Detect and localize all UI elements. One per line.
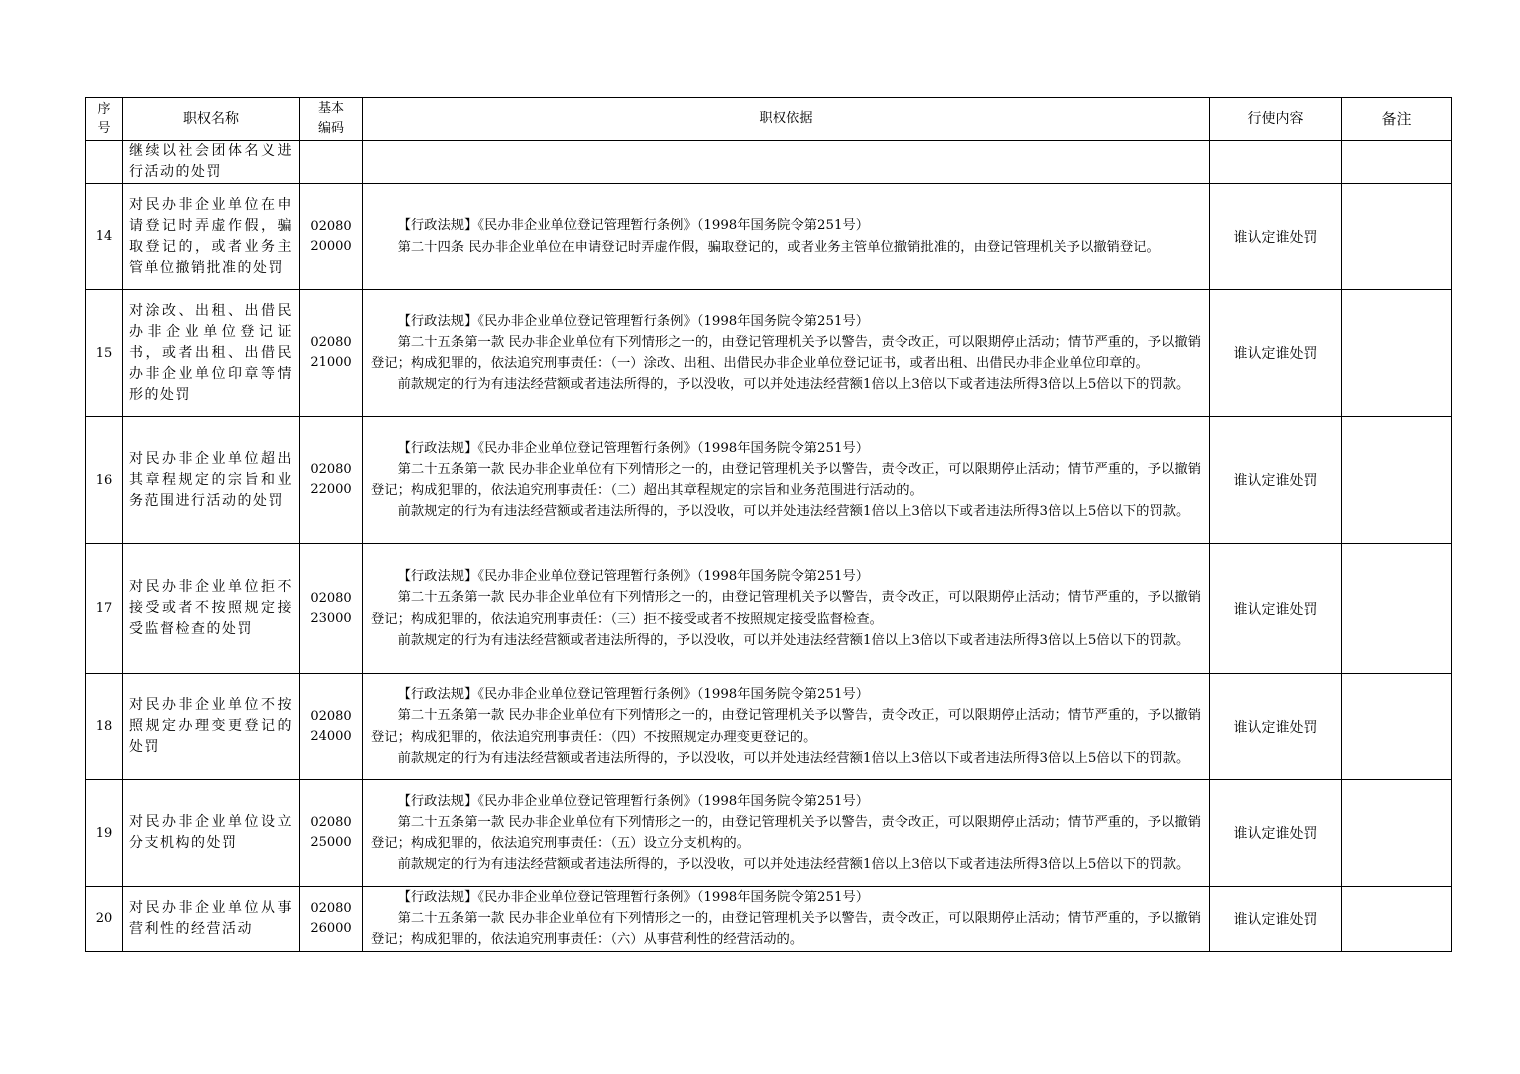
cell-exec xyxy=(1210,184,1342,290)
cell-note xyxy=(1342,674,1452,780)
cell-no xyxy=(86,417,123,544)
cell-no-text: 18 xyxy=(95,719,113,734)
cell-name xyxy=(123,887,300,952)
cell-no xyxy=(86,141,123,184)
cell-name-text: 对民办非企业单位在申请登记时弄虚作假，骗取登记的，或者业务主管单位撤销批准的处罚 xyxy=(129,196,293,276)
basis-paragraph: 【行政法规】《民办非企业单位登记管理暂行条例》（1998年国务院令第251号） xyxy=(397,440,870,456)
cell-exec-text: 谁认定谁处罚 xyxy=(1233,826,1318,842)
table-row xyxy=(86,184,1452,290)
cell-basis xyxy=(363,184,1210,290)
cell-name-text: 对民办非企业单位从事营利性的经营活动 xyxy=(129,899,293,937)
cell-code xyxy=(300,290,363,417)
cell-no xyxy=(86,184,123,290)
basis-paragraph: 【行政法规】《民办非企业单位登记管理暂行条例》（1998年国务院令第251号） xyxy=(397,569,870,585)
cell-no-text: 19 xyxy=(95,825,113,841)
cell-basis xyxy=(363,674,1210,780)
basis-paragraph: 前款规定的行为有违法经营额或者违法所得的，予以没收，可以并处违法经营额1倍以上3倍以下或者违法所得3倍以上5倍以下的罚款。 xyxy=(397,857,1190,873)
basis-paragraph: 第二十五条第一款 民办非企业单位有下列情形之一的，由登记管理机关予以警告，责令改正，可以限期停止活动；情节严重的，予以撤销登记；构成犯罪的，依法追究刑事责任：（一）涂改、出租、出借民办非企业单位登记证书，或者出租、出借民办非企业单位印章的。 xyxy=(371,334,1201,371)
power-list-table xyxy=(85,97,1452,952)
basis-paragraph: 【行政法规】《民办非企业单位登记管理暂行条例》（1998年国务院令第251号） xyxy=(397,793,870,809)
basis-paragraph: 第二十五条第一款 民办非企业单位有下列情形之一的，由登记管理机关予以警告，责令改正，可以限期停止活动；情节严重的，予以撤销登记；构成犯罪的，依法追究刑事责任：（四）不按照规定办理变更登记的。 xyxy=(371,708,1201,745)
cell-note xyxy=(1342,544,1452,674)
cell-name xyxy=(123,544,300,674)
cell-basis xyxy=(363,887,1210,952)
cell-no xyxy=(86,887,123,952)
cell-code-text: 02080 25000 xyxy=(310,815,352,850)
cell-no-text: 20 xyxy=(95,911,113,927)
cell-code xyxy=(300,544,363,674)
cell-name-text: 继续以社会团体名义进行活动的处罚 xyxy=(129,143,293,180)
cell-exec-text: 谁认定谁处罚 xyxy=(1233,473,1318,489)
cell-basis xyxy=(363,141,1210,184)
cell-exec xyxy=(1210,290,1342,417)
cell-basis xyxy=(363,544,1210,674)
cell-code-text: 02080 26000 xyxy=(310,900,352,936)
cell-code-text: 02080 22000 xyxy=(310,462,352,497)
basis-paragraph: 前款规定的行为有违法经营额或者违法所得的，予以没收，可以并处违法经营额1倍以上3倍以下或者违法所得3倍以上5倍以下的罚款。 xyxy=(397,750,1190,766)
table-header-row xyxy=(86,98,1452,141)
header-code xyxy=(300,98,363,141)
basis-paragraph: 第二十四条 民办非企业单位在申请登记时弄虚作假，骗取登记的，或者业务主管单位撤销批准的，由登记管理机关予以撤销登记。 xyxy=(397,239,1160,255)
cell-exec-text: 谁认定谁处罚 xyxy=(1233,911,1318,928)
cell-no xyxy=(86,544,123,674)
table-row xyxy=(86,674,1452,780)
cell-name xyxy=(123,417,300,544)
header-note-label: 备注 xyxy=(1381,109,1412,128)
header-note xyxy=(1342,98,1452,141)
cell-exec xyxy=(1210,780,1342,887)
cell-no xyxy=(86,290,123,417)
cell-exec xyxy=(1210,417,1342,544)
header-exec-label: 行使内容 xyxy=(1247,110,1304,127)
header-basis xyxy=(363,98,1210,141)
cell-exec-text: 谁认定谁处罚 xyxy=(1233,346,1318,362)
cell-basis xyxy=(363,290,1210,417)
table-row xyxy=(86,417,1452,544)
header-basis-label: 职权依据 xyxy=(759,111,813,127)
cell-exec xyxy=(1210,141,1342,184)
table-row xyxy=(86,780,1452,887)
cell-name-text: 对涂改、出租、出借民办非企业单位登记证书，或者出租、出借民办非企业单位印章等情形的处罚 xyxy=(129,302,293,403)
table-row xyxy=(86,290,1452,417)
cell-name-text: 对民办非企业单位设立分支机构的处罚 xyxy=(129,814,293,851)
table-body xyxy=(86,141,1452,952)
cell-no-text: 14 xyxy=(95,229,113,244)
cell-note xyxy=(1342,141,1452,184)
cell-name xyxy=(123,141,300,184)
cell-code xyxy=(300,780,363,887)
cell-name-text: 对民办非企业单位拒不接受或者不按照规定接受监督检查的处罚 xyxy=(129,579,293,637)
cell-basis xyxy=(363,780,1210,887)
cell-note xyxy=(1342,290,1452,417)
cell-exec-text: 谁认定谁处罚 xyxy=(1233,229,1318,246)
cell-name xyxy=(123,290,300,417)
basis-paragraph: 【行政法规】《民办非企业单位登记管理暂行条例》（1998年国务院令第251号） xyxy=(397,218,870,234)
cell-code xyxy=(300,887,363,952)
table-row-continuation xyxy=(86,141,1452,184)
cell-exec xyxy=(1210,887,1342,952)
header-name-label: 职权名称 xyxy=(183,110,239,127)
cell-note xyxy=(1342,780,1452,887)
cell-no-text: 16 xyxy=(95,472,113,488)
header-exec xyxy=(1210,98,1342,141)
cell-no xyxy=(86,780,123,887)
cell-code-text: 02080 24000 xyxy=(310,708,352,744)
cell-no-text: 15 xyxy=(95,345,113,361)
cell-code-text: 02080 21000 xyxy=(310,335,352,370)
cell-code xyxy=(300,417,363,544)
basis-paragraph: 【行政法规】《民办非企业单位登记管理暂行条例》（1998年国务院令第251号） xyxy=(397,313,870,329)
cell-note xyxy=(1342,887,1452,952)
cell-no-text: 17 xyxy=(95,601,113,616)
cell-code xyxy=(300,184,363,290)
basis-paragraph: 前款规定的行为有违法经营额或者违法所得的，予以没收，可以并处违法经营额1倍以上3倍以下或者违法所得3倍以上5倍以下的罚款。 xyxy=(397,632,1190,648)
header-code-label: 基本 编码 xyxy=(317,101,344,136)
cell-exec-text: 谁认定谁处罚 xyxy=(1233,601,1318,618)
cell-name-text: 对民办非企业单位不按照规定办理变更登记的处罚 xyxy=(129,697,293,755)
basis-paragraph: 第二十五条第一款 民办非企业单位有下列情形之一的，由登记管理机关予以警告，责令改正，可以限期停止活动；情节严重的，予以撤销登记；构成犯罪的，依法追究刑事责任：（三）拒不接受或者不按照规定接受监督检查。 xyxy=(371,590,1201,627)
cell-code xyxy=(300,141,363,184)
basis-paragraph: 前款规定的行为有违法经营额或者违法所得的，予以没收，可以并处违法经营额1倍以上3倍以下或者违法所得3倍以上5倍以下的罚款。 xyxy=(397,377,1190,393)
cell-code-text: 02080 23000 xyxy=(310,590,352,626)
cell-name xyxy=(123,780,300,887)
cell-exec xyxy=(1210,674,1342,780)
cell-no xyxy=(86,674,123,780)
table-row xyxy=(86,544,1452,674)
basis-paragraph: 第二十五条第一款 民办非企业单位有下列情形之一的，由登记管理机关予以警告，责令改正，可以限期停止活动；情节严重的，予以撤销登记；构成犯罪的，依法追究刑事责任：（五）设立分支机构的。 xyxy=(371,814,1201,851)
basis-paragraph: 【行政法规】《民办非企业单位登记管理暂行条例》（1998年国务院令第251号） xyxy=(397,687,870,703)
header-name xyxy=(123,98,300,141)
table-row xyxy=(86,887,1452,952)
basis-paragraph: 前款规定的行为有违法经营额或者违法所得的，予以没收，可以并处违法经营额1倍以上3倍以下或者违法所得3倍以上5倍以下的罚款。 xyxy=(397,504,1190,520)
cell-name-text: 对民办非企业单位超出其章程规定的宗旨和业务范围进行活动的处罚 xyxy=(129,450,293,509)
header-no xyxy=(86,98,123,141)
basis-paragraph: 第二十五条第一款 民办非企业单位有下列情形之一的，由登记管理机关予以警告，责令改正，可以限期停止活动；情节严重的，予以撤销登记；构成犯罪的，依法追究刑事责任：（二）超出其章程规定的宗旨和业务范围进行活动的。 xyxy=(371,461,1201,498)
header-no-label: 序 号 xyxy=(97,102,111,136)
cell-note xyxy=(1342,417,1452,544)
cell-note xyxy=(1342,184,1452,290)
cell-basis xyxy=(363,417,1210,544)
cell-name xyxy=(123,674,300,780)
basis-paragraph: 【行政法规】《民办非企业单位登记管理暂行条例》（1998年国务院令第251号） xyxy=(397,890,870,905)
cell-name xyxy=(123,184,300,290)
cell-exec-text: 谁认定谁处罚 xyxy=(1233,719,1318,736)
cell-code-text: 02080 20000 xyxy=(310,218,352,254)
cell-code xyxy=(300,674,363,780)
basis-paragraph: 第二十五条第一款 民办非企业单位有下列情形之一的，由登记管理机关予以警告，责令改正，可以限期停止活动；情节严重的，予以撤销登记；构成犯罪的，依法追究刑事责任：（六）从事营利性的经营活动的。 xyxy=(371,911,1201,948)
cell-exec xyxy=(1210,544,1342,674)
